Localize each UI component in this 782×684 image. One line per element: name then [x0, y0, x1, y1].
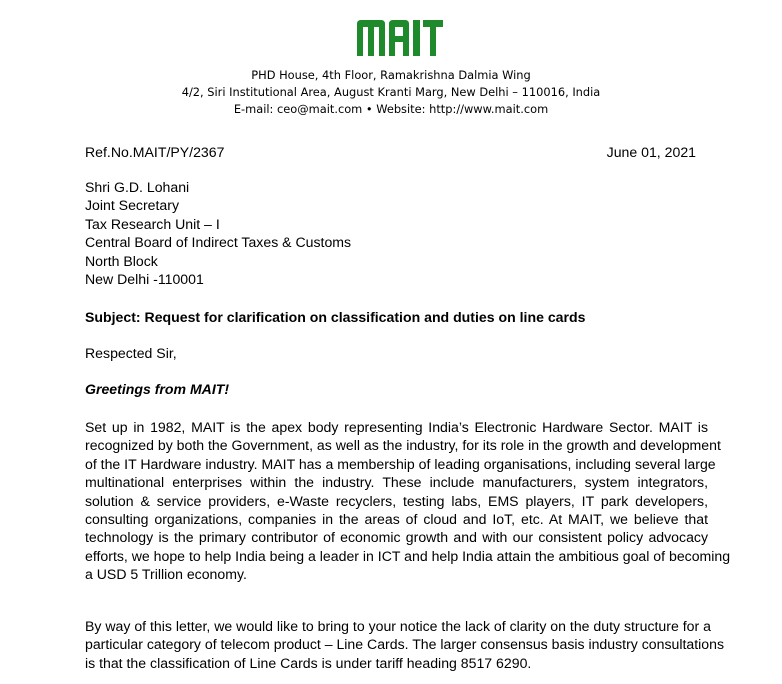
recipient-line: Joint Secretary — [85, 197, 179, 214]
letter-date: June 01, 2021 — [606, 144, 696, 160]
letterhead-address-line1: PHD House, 4th Floor, Ramakrishna Dalmia Wing — [251, 68, 531, 82]
paragraph-introduction — [85, 418, 731, 584]
paragraph-line: By way of this letter, we would like to bring to your notice the lack of clarity on the duty structure for a — [85, 618, 711, 634]
paragraph-line: particular category of telecom product – Line Cards. The larger consensus basis industry consultations — [85, 636, 724, 653]
recipient-line: Shri G.D. Lohani — [85, 179, 190, 195]
paragraph-line: a USD 5 Trillion economy. — [85, 566, 247, 583]
paragraph-line: of the IT Hardware industry. MAIT has a membership of leading organisations, including several large — [85, 455, 716, 472]
recipient-line: North Block — [85, 252, 158, 269]
paragraph-line: is that the classification of Line Cards is under tariff heading 8517 6290. — [85, 654, 532, 671]
salutation: Respected Sir, — [85, 345, 177, 361]
letterhead-address-line2: 4/2, Siri Institutional Area, August Kranti Marg, New Delhi – 110016, India — [181, 85, 601, 99]
recipient-line: Central Board of Indirect Taxes & Customs — [85, 234, 352, 251]
paragraph-line: efforts, we hope to help India being a leader in ICT and help India attain the ambitious goal of becoming — [85, 547, 731, 564]
paragraph-line-cards — [85, 617, 724, 672]
paragraph-line: Set up in 1982, MAIT is the apex body representing India’s Electronic Hardware Sector. MAIT is — [85, 419, 708, 435]
recipient-line: Tax Research Unit – I — [85, 215, 220, 232]
letterhead-contact-line: E-mail: ceo@mait.com • Website: http://www.mait.com — [233, 102, 549, 116]
reference-number: Ref.No.MAIT/PY/2367 — [85, 144, 225, 160]
recipient-line: New Delhi -110001 — [85, 271, 204, 288]
subject-line: Subject: Request for clarification on classification and duties on line cards — [85, 309, 586, 325]
paragraph-line: multinational enterprises within the industry. These include manufacturers, system integrators, — [85, 474, 708, 491]
paragraph-line: recognized by both the Government, as well as the industry, for its role in the growth and development — [85, 437, 721, 454]
mait-logo — [355, 16, 445, 60]
paragraph-line: solution & service providers, e-Waste recyclers, testing labs, EMS players, IT park developers, — [85, 492, 708, 509]
paragraph-line: consulting organizations, companies in the areas of cloud and IoT, etc. At MAIT, we believe that — [85, 511, 708, 528]
greeting: Greetings from MAIT! — [85, 381, 230, 397]
recipient-address — [85, 178, 351, 288]
paragraph-line: technology is the primary contributor of economic growth and with our consistent policy advocacy — [85, 529, 708, 546]
